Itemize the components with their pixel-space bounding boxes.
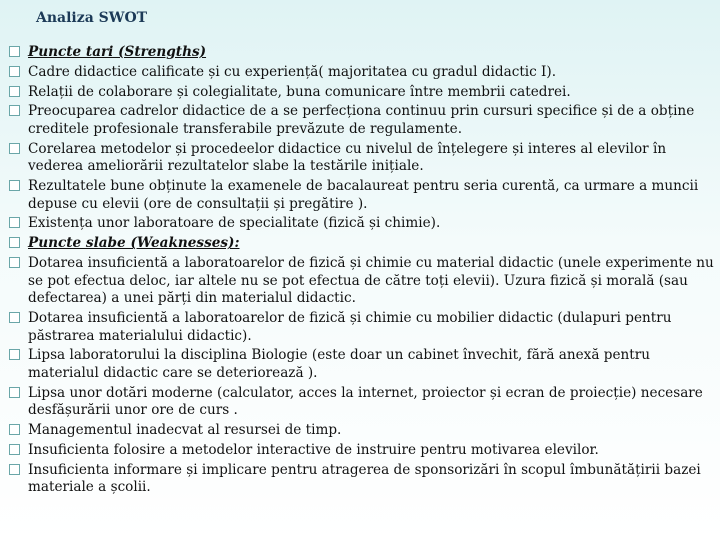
bullet-list (8, 44, 714, 499)
bullet-item (8, 310, 714, 345)
bullet-item (8, 347, 714, 382)
bullet-text: Managementul inadecvat al resursei de timp. (28, 422, 342, 439)
bullet-text: Insuficienta folosire a metodelor interactive de instruire pentru motivarea elevilor. (28, 441, 599, 458)
bullet-item (8, 178, 714, 213)
section-heading-text: Puncte slabe (Weaknesses): (28, 235, 240, 252)
checkbox-square-icon (8, 64, 24, 80)
checkbox-square-icon (8, 310, 24, 326)
bullet-item (8, 462, 714, 497)
bullet-text: Corelarea metodelor și procedeelor didactice cu nivelul de înțelegere și interes al elevilor în vederea ameliorării rezultatelor slabe la testările inițiale. (28, 140, 667, 175)
bullet-text: Existența unor laboratoare de specialitate (fizică și chimie). (28, 215, 441, 232)
bullet-text: Lipsa laboratorului la disciplina Biologie (este doar un cabinet învechit, fără anexă pentru materialul didactic care se deteriorează ). (28, 347, 650, 381)
checkbox-square-icon (8, 103, 24, 119)
checkbox-square-icon (8, 215, 24, 231)
checkbox-square-icon (8, 84, 24, 100)
checkbox-square-icon (8, 178, 24, 194)
bullet-text: Lipsa unor dotări moderne (calculator, acces la internet, proiector și ecran de proiecție) necesare desfășurării unor ore de curs . (28, 384, 703, 419)
section-heading (8, 235, 714, 253)
checkbox-square-icon (8, 235, 24, 251)
checkbox-square-icon (8, 385, 24, 401)
bullet-item (8, 64, 714, 82)
checkbox-square-icon (8, 422, 24, 438)
bullet-item (8, 215, 714, 233)
bullet-item (8, 103, 714, 138)
checkbox-square-icon (8, 347, 24, 363)
slide-title: Analiza SWOT (36, 10, 148, 26)
bullet-text: Cadre didactice calificate și cu experiență( majoritatea cu gradul didactic I). (28, 63, 557, 80)
section-heading-text: Puncte tari (Strengths) (28, 44, 207, 60)
bullet-text: Preocuparea cadrelor didactice de a se perfecționa continuu prin cursuri specifice și de a obține creditele profesionale transferabile prevăzute de regulamente. (28, 103, 695, 137)
bullet-text: Dotarea insuficientă a laboratoarelor de fizică și chimie cu mobilier didactic (dulapuri pentru păstrarea materialului didactic). (28, 310, 672, 344)
checkbox-square-icon (8, 44, 24, 60)
bullet-item (8, 255, 714, 308)
bullet-text: Dotarea insuficientă a laboratoarelor de fizică și chimie cu material didactic (unele experimente nu se pot efectua deloc, iar altele nu se pot efectua de către toți elevii). Uzura fizică și morală (sau defectarea) a unei părți din materialul didactic. (28, 255, 714, 307)
bullet-item (8, 84, 714, 102)
bullet-item (8, 442, 714, 460)
bullet-text: Rezultatele bune obținute la examenele de bacalaureat pentru seria curentă, ca urmare a muncii depuse cu elevii (ore de consultații și pregătire ). (28, 178, 699, 212)
checkbox-square-icon (8, 141, 24, 157)
bullet-item (8, 141, 714, 176)
checkbox-square-icon (8, 255, 24, 271)
checkbox-square-icon (8, 442, 24, 458)
bullet-item (8, 385, 714, 420)
bullet-text: Insuficienta informare și implicare pentru atragerea de sponsorizări în scopul îmbunătățirii bazei materiale a școlii. (28, 461, 701, 496)
checkbox-square-icon (8, 462, 24, 478)
section-heading (8, 44, 714, 62)
bullet-item (8, 422, 714, 440)
bullet-text: Relații de colaborare și colegialitate, buna comunicare între membrii catedrei. (28, 83, 571, 100)
